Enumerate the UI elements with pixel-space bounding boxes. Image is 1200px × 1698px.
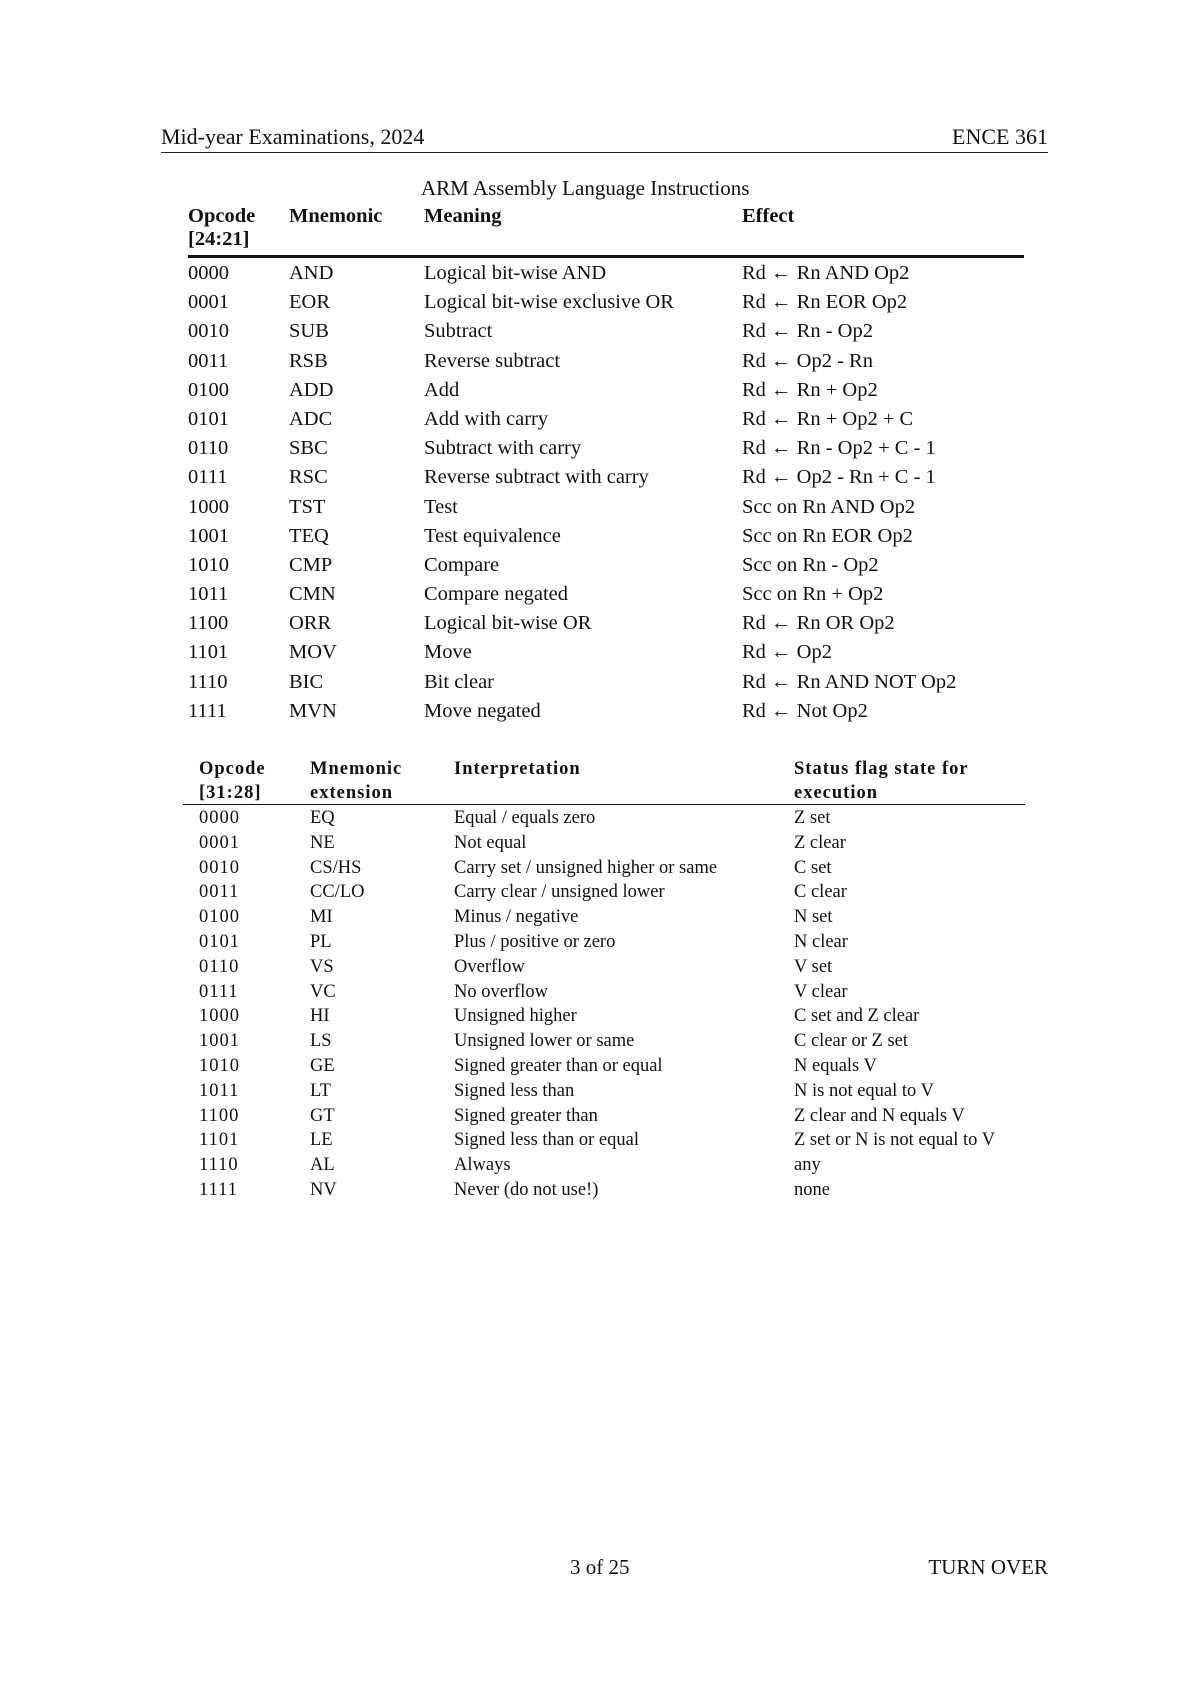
cell-effect: Scc on Rn EOR Op2	[742, 524, 913, 547]
cell-effect: Rd ← Op2 - Rn	[742, 349, 873, 372]
table-row	[183, 980, 1025, 1005]
table-row	[183, 1128, 1025, 1153]
header-mnemonic-label: Mnemonic	[310, 759, 403, 779]
cell-status: Z clear	[794, 832, 846, 853]
cell-interpretation: No overflow	[454, 981, 549, 1002]
cell-effect: Rd ← Rn - Op2	[742, 320, 873, 343]
cell-interpretation: Overflow	[454, 956, 525, 977]
cell-opcode: 0100	[199, 907, 240, 928]
cell-meaning: Add	[424, 378, 460, 401]
cell-meaning: Move	[424, 641, 472, 664]
header-opcode-label: Opcode	[188, 205, 256, 227]
cell-opcode: 0011	[199, 882, 240, 903]
cell-mnemonic: SBC	[289, 437, 328, 460]
instructions-table-body	[188, 258, 1024, 726]
cell-mnemonic: HI	[310, 1006, 330, 1027]
cell-opcode: 0100	[188, 378, 229, 401]
cell-effect: Rd ← Rn AND Op2	[742, 262, 910, 284]
cell-opcode: 0110	[199, 956, 240, 977]
cell-meaning: Test	[424, 495, 458, 518]
table-row	[188, 609, 1024, 638]
cell-mnemonic: TST	[289, 495, 326, 518]
table-row	[183, 1178, 1025, 1203]
cell-status: Z set or N is not equal to V	[794, 1130, 996, 1151]
cell-status: Z clear and N equals V	[794, 1105, 965, 1126]
cell-effect: Rd ← Rn + Op2 + C	[742, 407, 914, 430]
cell-opcode: 1110	[199, 1155, 239, 1176]
page-header	[161, 118, 1048, 153]
cell-mnemonic: NE	[310, 832, 335, 853]
table-row	[188, 288, 1024, 317]
table-row	[188, 668, 1024, 697]
cell-effect: Scc on Rn + Op2	[742, 583, 884, 606]
cell-mnemonic: BIC	[289, 670, 324, 693]
table-row	[188, 697, 1024, 726]
header-mnemonic-extension	[310, 757, 402, 805]
cell-status: C set	[794, 857, 832, 878]
cell-status: V set	[794, 956, 833, 977]
cell-status: C clear or Z set	[794, 1031, 909, 1052]
cell-opcode: 0011	[188, 349, 229, 372]
cell-meaning: Logical bit-wise AND	[424, 262, 607, 284]
cell-meaning: Reverse subtract with carry	[424, 466, 649, 489]
cell-interpretation: Signed less than or equal	[454, 1130, 639, 1151]
table-row	[183, 1153, 1025, 1178]
cell-mnemonic: CMP	[289, 553, 333, 576]
turn-over: TURN OVER	[928, 1555, 1048, 1579]
cell-effect: Rd ← Rn + Op2	[742, 378, 878, 401]
cell-opcode: 1111	[199, 1179, 238, 1200]
table-row	[183, 831, 1025, 856]
cell-opcode: 1010	[188, 553, 229, 576]
header-opcode-bits: [24:21]	[188, 228, 250, 250]
cell-opcode: 1011	[199, 1080, 240, 1101]
cell-interpretation: Unsigned lower or same	[454, 1031, 635, 1052]
page-number: 3 of 25	[570, 1555, 630, 1579]
cell-mnemonic: LT	[310, 1080, 331, 1101]
header-status-label: Status flag state for	[794, 759, 969, 779]
table-row	[183, 806, 1025, 831]
table-row	[183, 880, 1025, 905]
cell-opcode: 0000	[188, 262, 229, 284]
cell-opcode: 0000	[199, 808, 240, 828]
cell-status: N clear	[794, 931, 848, 952]
cell-opcode: 1101	[188, 641, 229, 664]
cell-mnemonic: ADC	[289, 407, 333, 430]
cell-status: N set	[794, 907, 833, 928]
cell-meaning: Add with carry	[424, 407, 549, 430]
cell-meaning: Subtract with carry	[424, 437, 582, 460]
cell-opcode: 0101	[188, 407, 229, 430]
cell-interpretation: Equal / equals zero	[454, 808, 596, 828]
cell-status: C set and Z clear	[794, 1006, 920, 1027]
exam-title: Mid-year Examinations, 2024	[161, 124, 425, 149]
cell-mnemonic: ADD	[289, 378, 334, 401]
cell-mnemonic: ORR	[289, 612, 332, 635]
cell-opcode: 1110	[188, 670, 228, 693]
cell-interpretation: Minus / negative	[454, 907, 579, 928]
header-opcode-bits: [31:28]	[199, 783, 262, 803]
header-meaning: Meaning	[424, 205, 502, 227]
cell-effect: Rd ← Rn AND NOT Op2	[742, 670, 957, 693]
cell-mnemonic: EOR	[289, 291, 330, 314]
cell-meaning: Logical bit-wise exclusive OR	[424, 291, 674, 314]
table-row	[183, 1029, 1025, 1054]
cell-mnemonic: SUB	[289, 320, 329, 343]
header-interpretation: Interpretation	[454, 759, 581, 779]
cell-mnemonic: EQ	[310, 808, 335, 828]
cell-effect: Scc on Rn AND Op2	[742, 495, 916, 518]
table-row	[183, 1079, 1025, 1104]
cell-mnemonic: VC	[310, 981, 336, 1002]
cell-status: none	[794, 1179, 830, 1200]
cell-opcode: 1001	[188, 524, 229, 547]
cell-opcode: 0111	[188, 466, 228, 489]
cell-meaning: Subtract	[424, 320, 493, 343]
cell-status: Z set	[794, 808, 831, 828]
condition-codes-table-header	[183, 754, 1025, 805]
table-row	[188, 317, 1024, 346]
cell-status: any	[794, 1155, 821, 1176]
cell-effect: Rd ← Op2 - Rn + C - 1	[742, 466, 936, 489]
cell-interpretation: Unsigned higher	[454, 1006, 577, 1027]
cell-status: C clear	[794, 882, 847, 903]
instructions-table-header	[188, 203, 1024, 258]
header-opcode	[188, 205, 255, 251]
cell-opcode: 0010	[188, 320, 229, 343]
cell-mnemonic: MVN	[289, 699, 337, 722]
cell-interpretation: Never (do not use!)	[454, 1179, 599, 1200]
cell-mnemonic: TEQ	[289, 524, 329, 547]
cell-mnemonic: NV	[310, 1179, 337, 1200]
table-row	[183, 955, 1025, 980]
condition-codes-table	[183, 754, 1025, 1203]
header-execution-label: execution	[794, 783, 879, 803]
cell-mnemonic: MOV	[289, 641, 337, 664]
header-opcode-label: Opcode	[199, 759, 266, 779]
cell-interpretation: Plus / positive or zero	[454, 931, 616, 952]
cell-interpretation: Signed greater than or equal	[454, 1055, 663, 1076]
cell-mnemonic: CS/HS	[310, 857, 362, 878]
cell-mnemonic: RSB	[289, 349, 328, 372]
cell-meaning: Move negated	[424, 699, 541, 722]
cell-effect: Rd ← Op2	[742, 641, 832, 664]
condition-codes-table-body	[183, 805, 1025, 1203]
cell-meaning: Bit clear	[424, 670, 495, 693]
cell-interpretation: Carry clear / unsigned lower	[454, 882, 665, 903]
table-row	[188, 376, 1024, 405]
table-row	[188, 434, 1024, 463]
table-row	[183, 930, 1025, 955]
cell-meaning: Test equivalence	[424, 524, 561, 547]
header-mnemonic: Mnemonic	[289, 205, 383, 227]
cell-opcode: 1001	[199, 1031, 240, 1052]
cell-meaning: Reverse subtract	[424, 349, 561, 372]
table-row	[188, 493, 1024, 522]
cell-opcode: 0010	[199, 857, 240, 878]
table-row	[188, 463, 1024, 492]
cell-interpretation: Always	[454, 1155, 511, 1176]
cell-opcode: 0001	[188, 291, 229, 314]
cell-effect: Rd ← Rn OR Op2	[742, 612, 895, 635]
cell-opcode: 0110	[188, 437, 229, 460]
cell-interpretation: Not equal	[454, 832, 527, 853]
header-effect: Effect	[742, 205, 795, 227]
table-row	[188, 638, 1024, 667]
cell-mnemonic: RSC	[289, 466, 328, 489]
cell-opcode: 1011	[188, 583, 229, 606]
cell-mnemonic: CC/LO	[310, 882, 365, 903]
table-row	[183, 1054, 1025, 1079]
cell-opcode: 1010	[199, 1055, 240, 1076]
instructions-table	[188, 203, 1024, 726]
course-code: ENCE 361	[952, 124, 1048, 149]
cell-opcode: 0101	[199, 931, 240, 952]
table-row	[183, 905, 1025, 930]
table-row	[188, 522, 1024, 551]
cell-effect: Rd ← Rn - Op2 + C - 1	[742, 437, 936, 460]
cell-mnemonic: LS	[310, 1031, 332, 1052]
header-opcode	[199, 757, 266, 805]
cell-mnemonic: AL	[310, 1155, 335, 1176]
cell-effect: Scc on Rn - Op2	[742, 553, 879, 576]
cell-opcode: 1000	[188, 495, 229, 518]
cell-status: N is not equal to V	[794, 1080, 934, 1101]
cell-opcode: 1000	[199, 1006, 240, 1027]
cell-opcode: 0111	[199, 981, 239, 1002]
cell-effect: Rd ← Not Op2	[742, 699, 868, 722]
table-row	[188, 259, 1024, 288]
table-row	[183, 1104, 1025, 1129]
cell-meaning: Compare	[424, 553, 500, 576]
header-status-flag	[794, 757, 969, 805]
cell-mnemonic: PL	[310, 931, 332, 952]
cell-meaning: Compare negated	[424, 583, 569, 606]
cell-mnemonic: GT	[310, 1105, 335, 1126]
cell-mnemonic: VS	[310, 956, 334, 977]
cell-mnemonic: GE	[310, 1055, 335, 1076]
cell-opcode: 1111	[188, 699, 227, 722]
cell-mnemonic: AND	[289, 262, 334, 284]
table-row	[188, 551, 1024, 580]
table1-title: ARM Assembly Language Instructions	[421, 176, 750, 200]
table-row	[188, 405, 1024, 434]
cell-opcode: 1101	[199, 1130, 240, 1151]
cell-mnemonic: LE	[310, 1130, 333, 1151]
cell-interpretation: Carry set / unsigned higher or same	[454, 857, 718, 878]
cell-interpretation: Signed greater than	[454, 1105, 598, 1126]
cell-opcode: 0001	[199, 832, 240, 853]
cell-status: V clear	[794, 981, 848, 1002]
cell-opcode: 1100	[199, 1105, 240, 1126]
table-row	[183, 1004, 1025, 1029]
cell-opcode: 1100	[188, 612, 229, 635]
cell-mnemonic: CMN	[289, 583, 336, 606]
cell-interpretation: Signed less than	[454, 1080, 575, 1101]
cell-mnemonic: MI	[310, 907, 333, 928]
table-row	[183, 856, 1025, 881]
header-extension-label: extension	[310, 783, 393, 803]
table-row	[188, 580, 1024, 609]
cell-status: N equals V	[794, 1055, 877, 1076]
cell-effect: Rd ← Rn EOR Op2	[742, 291, 908, 314]
cell-meaning: Logical bit-wise OR	[424, 612, 592, 635]
table-row	[188, 347, 1024, 376]
